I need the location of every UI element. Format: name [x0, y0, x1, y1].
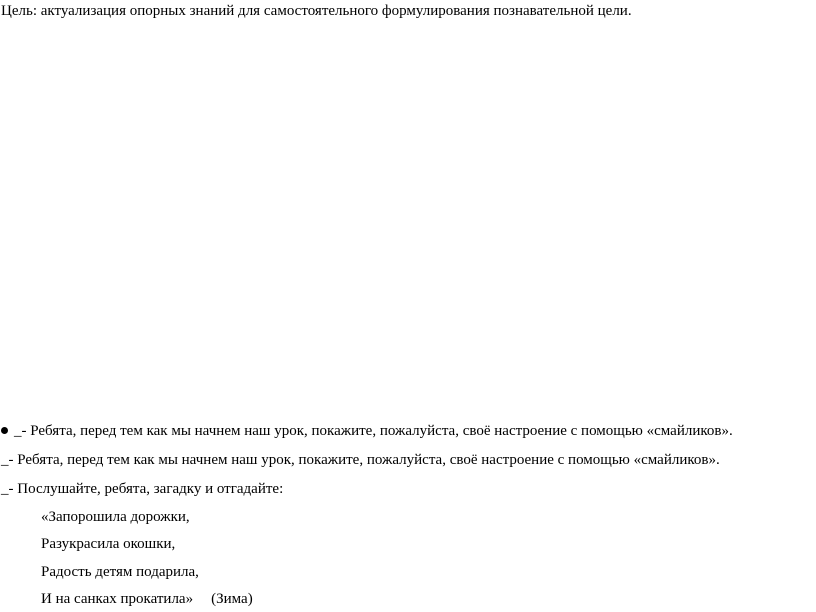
riddle-answer: (Зима) [211, 591, 253, 607]
riddle-last-line [41, 590, 253, 608]
riddle-line: И на санках прокатила» [41, 591, 194, 607]
greeting-paragraph: _- Ребята, перед тем как мы начнем наш урок, покажите, пожалуйста, своё настроение с помощью «смайликов». [1, 452, 720, 468]
bullet-icon [1, 427, 8, 434]
riddle-line: «Запорошила дорожки, [41, 509, 190, 525]
riddle-intro: _- Послушайте, ребята, загадку и отгадайте: [1, 481, 284, 497]
goal-text: Цель: актуализация опорных знаний для самостоятельного формулирования познавательной цели. [1, 3, 632, 19]
riddle-line: Разукрасила окошки, [41, 536, 176, 552]
bullet-paragraph [1, 422, 733, 440]
bullet-text: _- Ребята, перед тем как мы начнем наш урок, покажите, пожалуйста, своё настроение с помощью «смайликов». [14, 423, 733, 439]
riddle-line: Радость детям подарила, [41, 564, 199, 580]
